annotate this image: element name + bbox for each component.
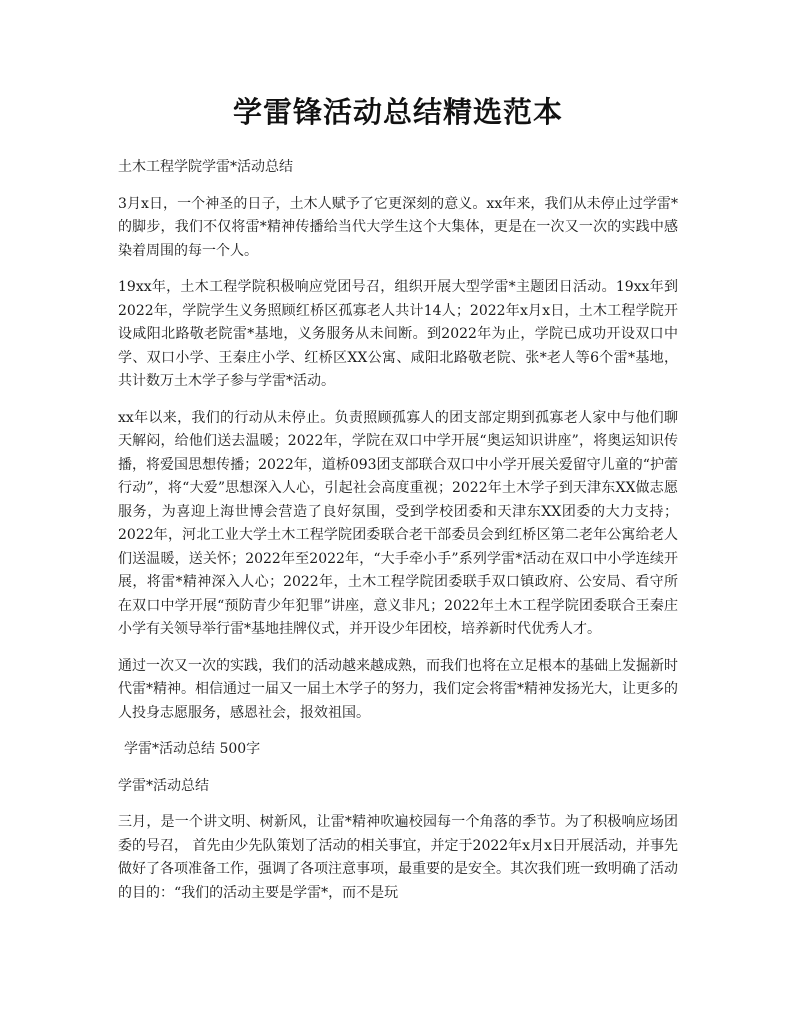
paragraph-2: 19xx年，土木工程学院积极响应党团号召，组织开展大型学雷*主题团日活动。19xx年到2022年，学院学生义务照顾红桥区孤寡老人共计14人；2022年x月x日，土木工程学院开设咸阳北路敬老院雷*基地，义务服务从未间断。到2022年为止，学院已成功开设双口中学、双口小学、王秦庄小学、红桥区XX公寓、咸阳北路敬老院、张*老人等6个雷*基地，共计数万土木学子参与学雷*活动。 [118, 279, 678, 389]
paragraph-1: 3月x日，一个神圣的日子，土木人赋予了它更深刻的意义。xx年来，我们从未停止过学雷*的脚步，我们不仅将雷*精神传播给当代大学生这个大集体，更是在一次又一次的实践中感染着周围的每一个人。 [118, 195, 678, 259]
paragraph-4: 通过一次又一次的实践，我们的活动越来越成熟，而我们也将在立足根本的基础上发掘新时代雷*精神。相信通过一届又一届土木学子的努力，我们定会将雷*精神发扬光大，让更多的人投身志愿服务，感恩社会，报效祖国。 [118, 657, 678, 721]
paragraph-5: 三月，是一个讲文明、树新风，让雷*精神吹遍校园每一个角落的季节。为了积极响应场团委的号召， 首先由少先队策划了活动的相关事宜，并定于2022年x月x日开展活动，并事先做好了各项准备工作，强调了各项注意事项，最重要的是安全。其次我们班一致明确了活动的目的：“我们的活动主要是学雷*，而不是玩 [118, 814, 678, 901]
section-heading-1: 土木工程学院学雷*活动总结 [118, 159, 293, 175]
section-heading-3: 学雷*活动总结 [118, 777, 209, 794]
section-heading-2: 学雷*活动总结 500字 [124, 741, 261, 757]
document-title: 学雷锋活动总结精选范本 [232, 95, 563, 129]
paragraph-3: xx年以来，我们的行动从未停止。负责照顾孤寡人的团支部定期到孤寡老人家中与他们聊天解闷，给他们送去温暖；2022年，学院在双口中学开展“奥运知识讲座”，将奥运知识传播，将爱国思想传播；2022年，道桥093团支部联合双口中小学开展关爱留守儿童的“护蕾行动”，将“大爱”思想深入人心，引起社会高度重视；2022年土木学子到天津东XX做志愿服务，为喜迎上海世博会营造了良好氛围，受到学校团委和天津东XX团委的大力支持；2022年，河北工业大学土木工程学院团委联合老干部委员会到红桥区第二老年公寓给老人们送温暖，送关怀；2022年至2022年，“大手牵小手”系列学雷*活动在双口中小学连续开展，将雷*精神深入人心；2022年，土木工程学院团委联手双口镇政府、公安局、看守所在双口中学开展“预防青少年犯罪”讲座，意义非凡；2022年土木工程学院团委联合王秦庄小学有关领导举行雷*基地挂牌仪式，并开设少年团校，培养新时代优秀人才。 [118, 409, 678, 637]
